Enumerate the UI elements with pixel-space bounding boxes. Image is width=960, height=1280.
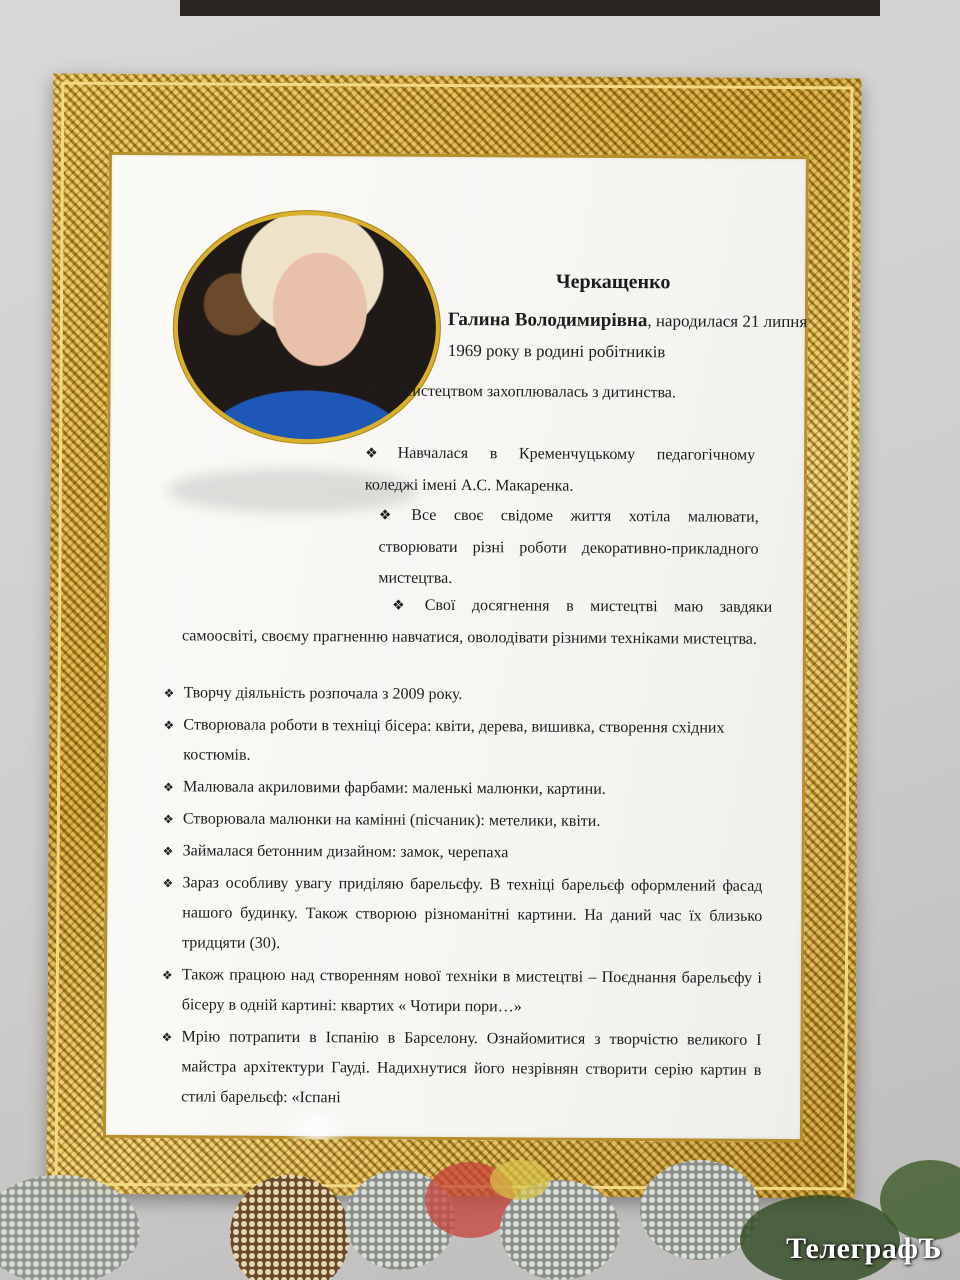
- paragraph-4: [182, 588, 772, 655]
- surname-title: Черкащенко: [555, 270, 671, 294]
- diamond-bullet-icon: ❖: [162, 876, 174, 891]
- telegraf-watermark: ТелеграфЪ: [786, 1232, 942, 1265]
- diamond-bullet-icon: ❖: [161, 968, 173, 983]
- list-item: ❖ Також працюю над створенням нової техніки в мистецтві – Поєднання барельєфу і бісеру в одній картині: квартих « Чотири пори…»: [162, 960, 762, 1024]
- diamond-bullet-icon: ❖: [163, 686, 175, 701]
- diamond-bullet-icon: ❖: [163, 780, 174, 795]
- paragraph-4-text: Свої досягнення в мистецтві маю завдяки самоосвіті, своєму прагненню навчатися, оволодівати різними техніками мистецтва.: [181, 596, 773, 648]
- diamond-bullet-icon: ❖: [162, 812, 174, 827]
- diamond-bullet-icon: ❖: [392, 597, 405, 614]
- light-reflection: [282, 1113, 353, 1142]
- activities-list: [161, 678, 764, 1118]
- list-item: ❖ Створювала малюнки на камінні (пісчаник): метелики, квіти.: [163, 804, 763, 838]
- diamond-bullet-icon: ❖: [161, 1030, 173, 1045]
- list-item: ❖ Зараз особливу увагу приділяю барельєфу. В техніці барельєф оформлений фасад нашого будинку. Також створюю різноманітні картини. На даний час їх близько тридцяти (30).: [162, 868, 763, 962]
- list-item: ❖ Мрію потрапити в Іспанію в Барселону. Ознайомитися з творчістю великого І майстра архітектури Гауді. Надихнутися його незрівнян створити серію картин в стилі барельєф: «Іспані: [161, 1022, 762, 1116]
- diamond-bullet-icon: ❖: [378, 507, 392, 524]
- diamond-bullet-icon: ❖: [163, 718, 175, 733]
- intro-text: , народилася 21 липня 1969 року в родині робітників: [447, 311, 808, 362]
- paragraph-1-text: Мистецтвом захоплювалась з дитинства.: [398, 382, 676, 402]
- dark-shelf-edge: [180, 0, 880, 16]
- list-item: ❖ Малювала акриловими фарбами: маленькі малюнки, картини.: [163, 772, 763, 806]
- paragraph-3: [378, 500, 759, 596]
- paragraph-2: [365, 437, 755, 502]
- list-item: ❖ Творчу діяльність розпочала з 2009 року.: [164, 678, 764, 712]
- gold-picture-frame: [47, 74, 862, 1199]
- intro-paragraph: [448, 304, 809, 368]
- diamond-bullet-icon: ❖: [162, 844, 174, 859]
- paragraph-3-text: Все своє свідоме життя хотіла малювати, створювати різні роботи декоративно-прикладного мистецтва.: [378, 506, 759, 587]
- list-item: ❖ Займалася бетонним дизайном: замок, черепаха: [163, 836, 763, 870]
- diamond-bullet-icon: ❖: [365, 383, 379, 400]
- diamond-bullet-icon: ❖: [365, 445, 378, 462]
- paragraph-2-text: Навчалася в Кременчуцькому педагогічному коледжі імені А.С. Макаренка.: [364, 444, 756, 495]
- portrait-photo: [173, 210, 440, 444]
- certificate-paper: [103, 152, 809, 1142]
- paragraph-1: [365, 375, 745, 409]
- list-item: ❖ Створювала роботи в техніці бісера: квіти, дерева, вишивка, створення східних костюмів.: [163, 710, 763, 774]
- full-name: Галина Володимирівна: [447, 308, 648, 332]
